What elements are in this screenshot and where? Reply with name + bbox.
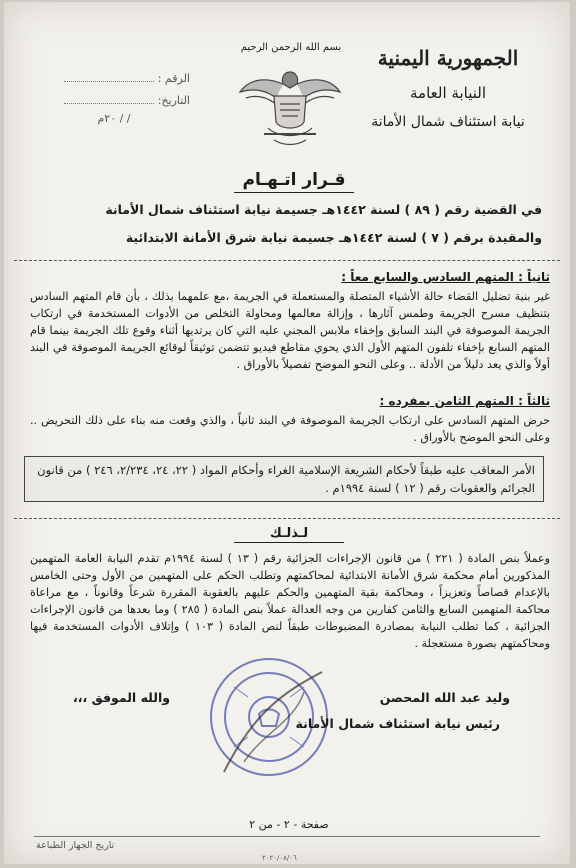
- signatory-title: رئيس نيابة استئناف شمال الأمانة: [295, 716, 500, 731]
- case-line-2: والمقيدة برقم ( ٧ ) لسنة ١٤٤٢هـ جسيمة نيابة شرق الأمانة الابتدائية: [125, 230, 542, 245]
- reference-number: [40, 72, 190, 85]
- divider: [14, 518, 560, 519]
- print-date-value: ٢٠٢٠/٠٨/٠٦: [262, 854, 297, 862]
- decision-title-text: قـرار اتـهـام: [242, 170, 346, 190]
- org-office: نيابة استئناف شمال الأمانة: [371, 114, 525, 130]
- org-department: النيابة العامة: [410, 84, 486, 102]
- closing-phrase: والله الموفق ،،،: [72, 690, 170, 705]
- law-articles-box: الأمر المعاقب عليه طبقاً لأحكام الشريعة الإسلامية الغراء وأحكام المواد ( ٢٢، ٢٤، ٢/٢٣٤، ٢٤٦ ) من قانون الجرائم والعقوبات رقم ( ١٢ ) لسنة ١٩٩٤م .: [24, 456, 544, 502]
- section-2-heading: ثانياً : المتهم السادس والسابع معاً :: [341, 270, 550, 284]
- number-label: الرقم :: [157, 72, 190, 85]
- section-3-text: حرض المتهم السادس على ارتكاب الجريمة الموصوفة في البند ثانياً ، والذي وقعت منه بناء على ذلك التحريض .. وعلى النحو الموضح بالأوراق .: [30, 414, 550, 444]
- section-3-heading: ثالثاً : المتهم الثامن بمفرده :: [379, 394, 550, 408]
- basmala: بسم الله الرحمن الرحيم: [240, 42, 342, 53]
- case-line-1: في القضية رقم ( ٨٩ ) لسنة ١٤٤٢هـ جسيمة نيابة استئناف شمال الأمانة: [105, 202, 542, 217]
- therefore-text: لـذلـك: [269, 526, 309, 541]
- conclusion-text: وعملاً بنص المادة ( ٢٢١ ) من قانون الإجراءات الجزائية رقم ( ١٣ ) لسنة ١٩٩٤م تقدم النيابة العامة المتهمين المذكورين أمام محكمة شرق الأمانة الابتدائية لمحاكمتهم وتطلب الحكم على المتهمين من الأول وحتى الخامس بالإعدام قصاصاً وتعزيزاً ، ومحاكمة بقية المتهمين والحكم عليهم بالعقوبة المقررة شرعاً وقانوناً ، مع مراعاة محاكمة المتهمين السابع والثامن كفارين من وجه العدالة عملاً بنص المادة ( ٢٨٥ ) وما بعدها من قانون الإجراءات الجزائية ، كما تطلب النيابة بمصادرة المضبوطات طبقاً لنص المادة ( ١٠٣ ) وإتلاف الأدوات المستخدمة فيها ومحاكمتهم بصورة مستعجلة .: [30, 552, 551, 650]
- divider: [14, 260, 560, 261]
- footer-divider: [34, 836, 540, 837]
- date-label: التاريخ:: [157, 94, 190, 107]
- page-number: صفحة - ٢ - من ٢: [249, 818, 329, 831]
- signatory-name: وليد عبد الله المحصن: [379, 690, 510, 705]
- print-date-label: تاريخ الجهاز الطباعة: [36, 840, 115, 851]
- yemen-eagle-emblem: [234, 58, 346, 154]
- section-2-text: غير بنية تضليل القضاء حالة الأشياء المتصلة والمستعملة في الجريمة ،مع علمهما بذلك ، بأن قام المتهم السادس بتنظيف مسرح الجريمة وطمس آثارها ، وإزالة معالمها ومحاولة التخلص من الأدوات المستخدمة في ارتكاب الجريمة الموصوفة في البند السابق وإخفاء ملابس المجني عليه التي كان يرتديها أثناء وقوع تلك الجريمة بينما قام المتهم السابع بإخفاء تلفون المتهم الأول الذي يحوي مقاطع فيديو تتضمن توثيقاً لوقائع الجريمة الموصوفة في البند أولاً والذي يعد دليلاً من الأدلة .. وعلى النحو الموضح تفصيلاً بالأوراق .: [30, 290, 550, 371]
- reference-date: [40, 94, 190, 107]
- decision-title: [184, 170, 404, 193]
- document-page: [4, 2, 570, 864]
- date-value: / / ٢٠م: [97, 112, 131, 125]
- therefore-heading: [234, 526, 344, 543]
- org-title: الجمهورية اليمنية: [377, 46, 519, 70]
